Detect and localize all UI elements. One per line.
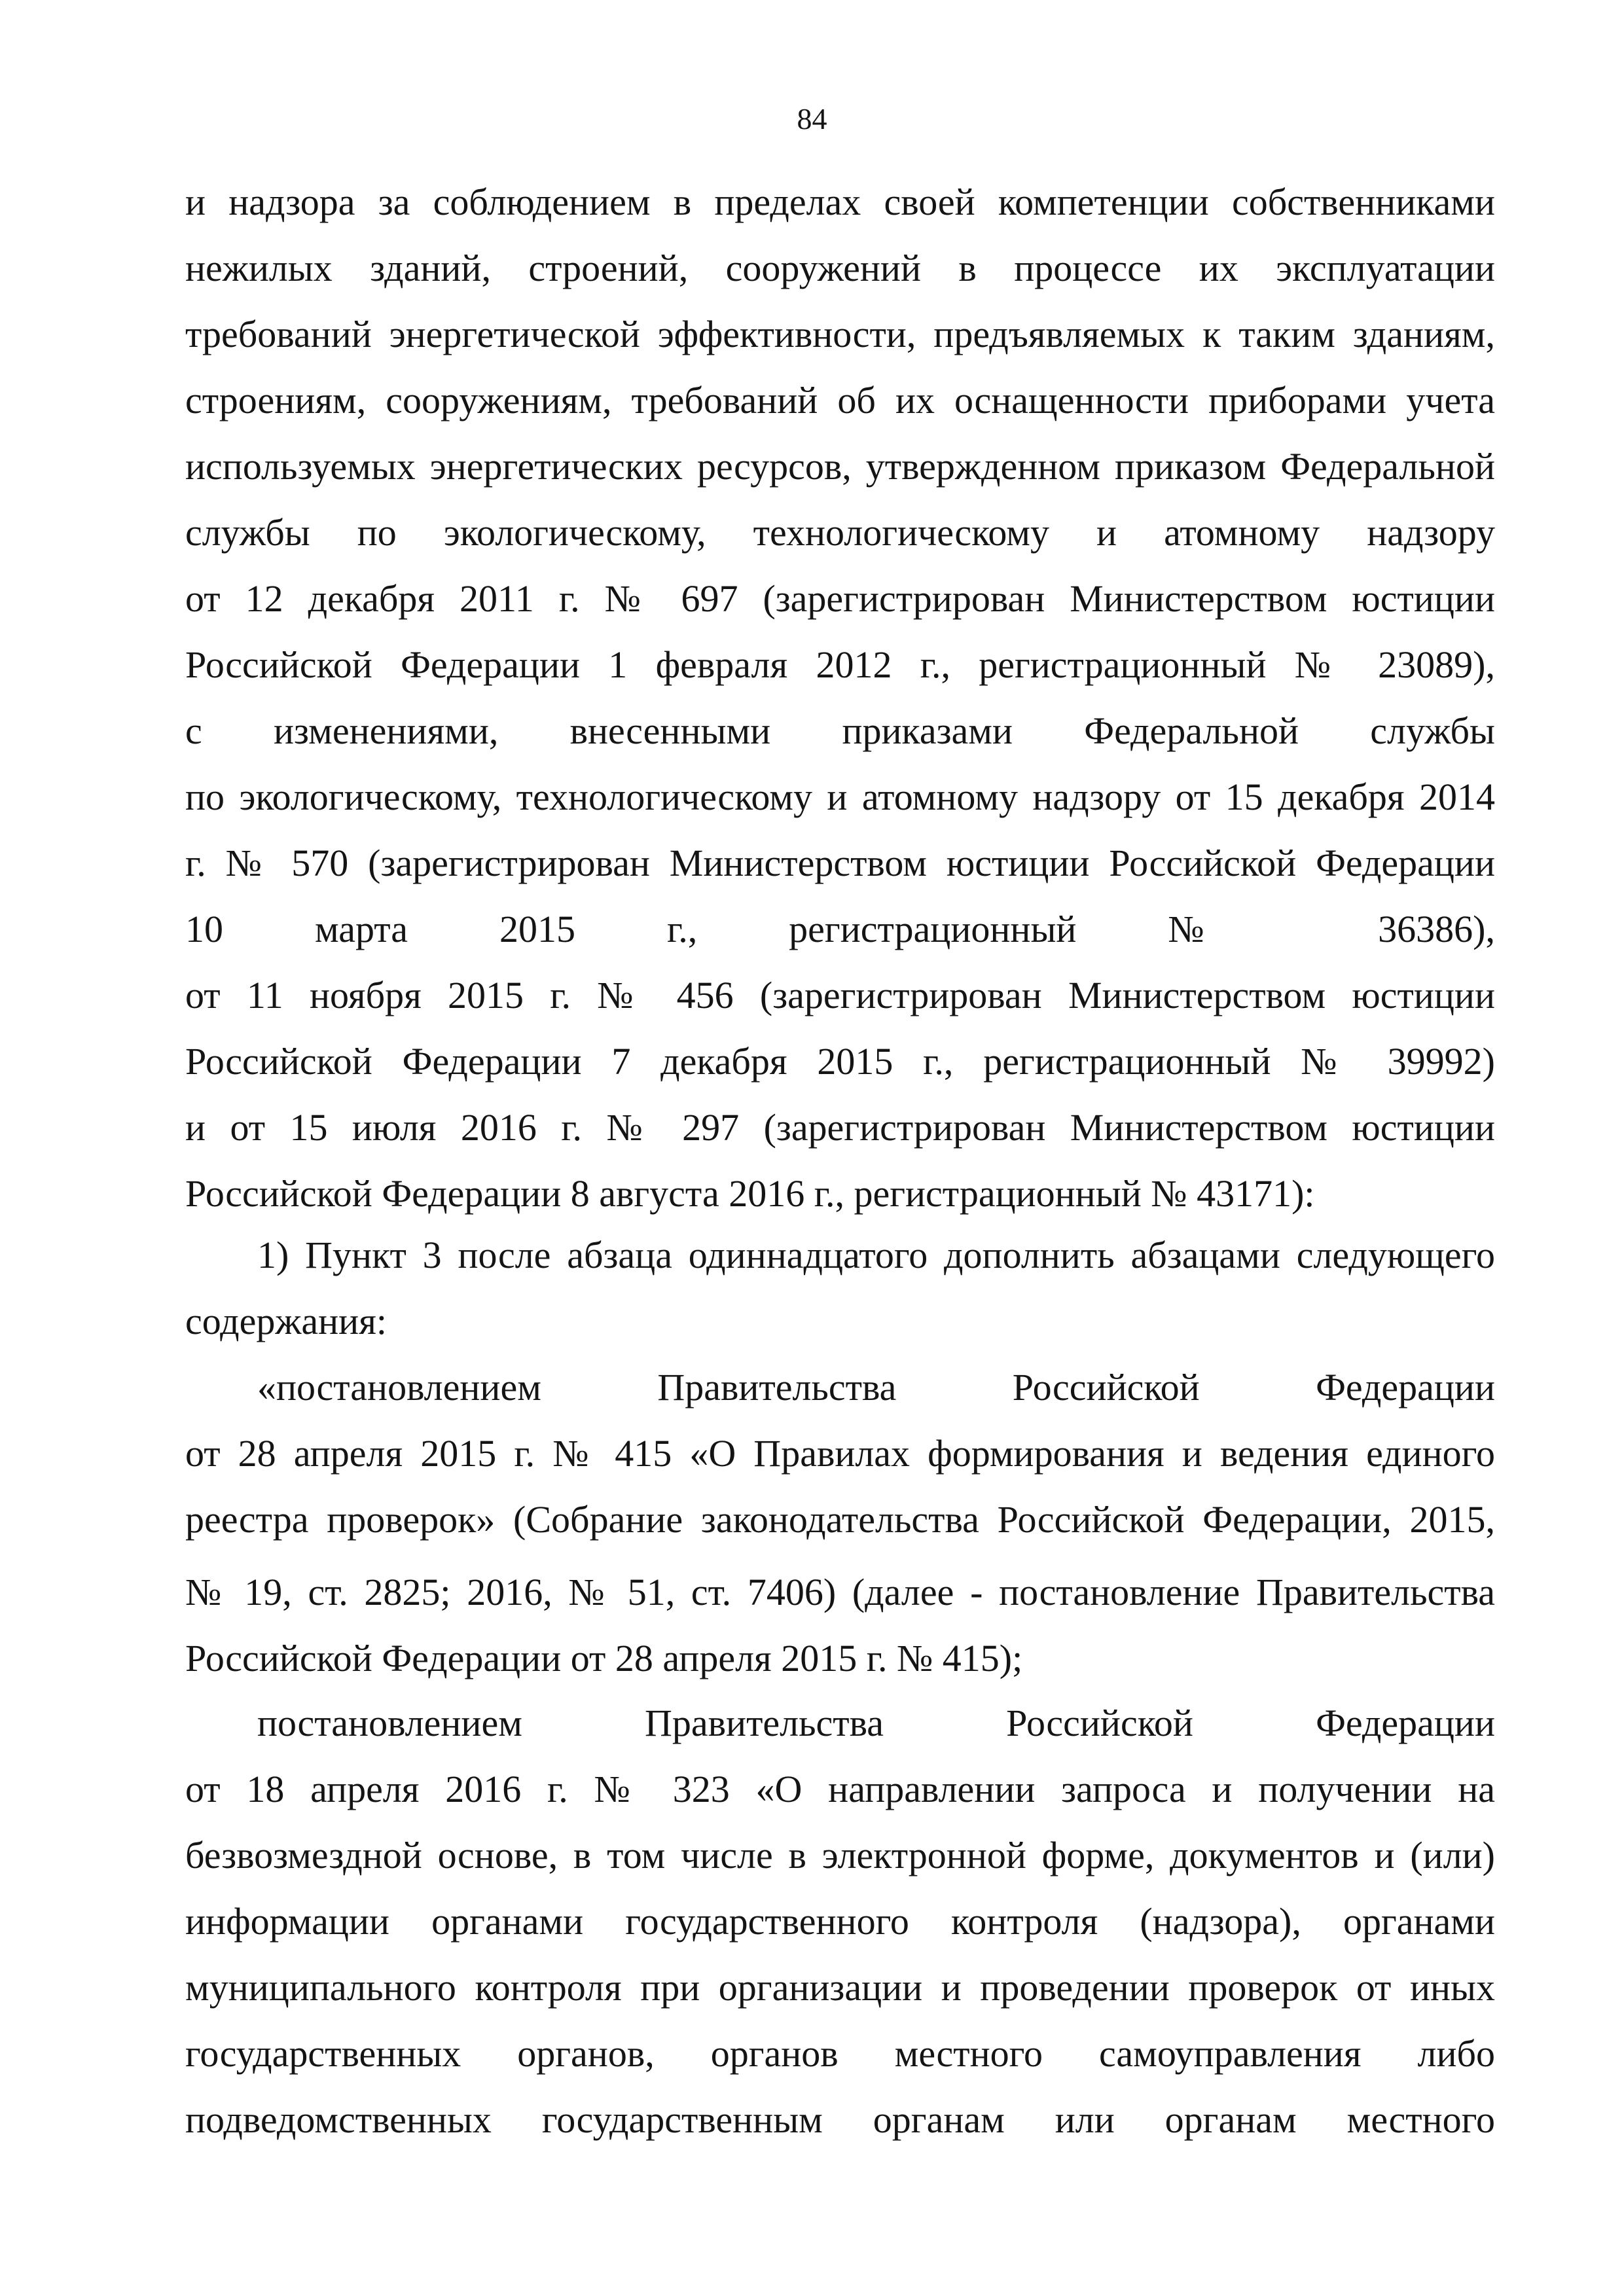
page-number: 84 <box>797 102 827 135</box>
text-line: Российской Федерации от 28 апреля 2015 г. № 415); <box>185 1637 1023 1679</box>
text-line: с изменениями, внесенными приказами Федеральной службы <box>185 709 1495 752</box>
text-line: от 18 апреля 2016 г. № 323 «О направлении запроса и получении на <box>185 1768 1495 1810</box>
text-line: г. № 570 (зарегистрирован Министерством юстиции Российской Федерации <box>185 842 1495 884</box>
text-line: Российской Федерации 1 февраля 2012 г., регистрационный № 23089), <box>185 643 1495 686</box>
text-line: реестра проверок» (Собрание законодательства Российской Федерации, 2015, <box>185 1498 1495 1541</box>
text-line: государственных органов, органов местного самоуправления либо <box>185 2032 1495 2075</box>
paragraph-item-1 <box>185 1222 1495 1552</box>
text-line: № 19, ст. 2825; 2016, № 51, ст. 7406) (далее - постановление Правительства <box>185 1571 1495 1613</box>
text-line: нежилых зданий, строений, сооружений в процессе их эксплуатации <box>185 247 1495 289</box>
text-line: от 28 апреля 2015 г. № 415 «О Правилах формирования и ведения единого <box>185 1432 1495 1475</box>
text-line: по экологическому, технологическому и атомному надзору от 15 декабря 2014 <box>185 776 1495 818</box>
text-line: 1) Пункт 3 после абзаца одиннадцатого дополнить абзацами следующего <box>257 1234 1495 1276</box>
text-line: от 12 декабря 2011 г. № 697 (зарегистрирован Министерством юстиции <box>185 577 1495 620</box>
text-line: 10 марта 2015 г., регистрационный № 36386), <box>185 908 1495 950</box>
text-line: подведомственных государственным органам или органам местного <box>185 2098 1495 2141</box>
text-line: строениям, сооружениям, требований об их оснащенности приборами учета <box>185 379 1495 422</box>
text-line: постановлением Правительства Российской Федерации <box>257 1702 1495 1744</box>
text-line: Российской Федерации 8 августа 2016 г., регистрационный № 43171): <box>185 1172 1315 1215</box>
text-line: и надзора за соблюдением в пределах своей компетенции собственниками <box>185 181 1495 223</box>
paragraph-decree <box>185 1690 1495 2153</box>
text-line: службы по экологическому, технологическому и атомному надзору <box>185 511 1495 554</box>
paragraph-main <box>185 169 1495 1227</box>
text-line: используемых энергетических ресурсов, утвержденном приказом Федеральной <box>185 445 1495 488</box>
text-line: Российской Федерации 7 декабря 2015 г., регистрационный № 39992) <box>185 1040 1495 1083</box>
text-line: «постановлением Правительства Российской Федерации <box>257 1366 1495 1408</box>
text-line: информации органами государственного контроля (надзора), органами <box>185 1900 1495 1943</box>
text-line: от 11 ноября 2015 г. № 456 (зарегистрирован Министерством юстиции <box>185 974 1495 1016</box>
text-line: и от 15 июля 2016 г. № 297 (зарегистрирован Министерством юстиции <box>185 1106 1495 1149</box>
text-line: содержания: <box>185 1300 388 1342</box>
text-line: муниципального контроля при организации и проведении проверок от иных <box>185 1966 1495 2009</box>
text-line: требований энергетической эффективности, предъявляемых к таким зданиям, <box>185 313 1495 355</box>
paragraph-cont <box>185 1559 1495 1691</box>
text-line: безвозмездной основе, в том числе в электронной форме, документов и (или) <box>185 1834 1495 1876</box>
